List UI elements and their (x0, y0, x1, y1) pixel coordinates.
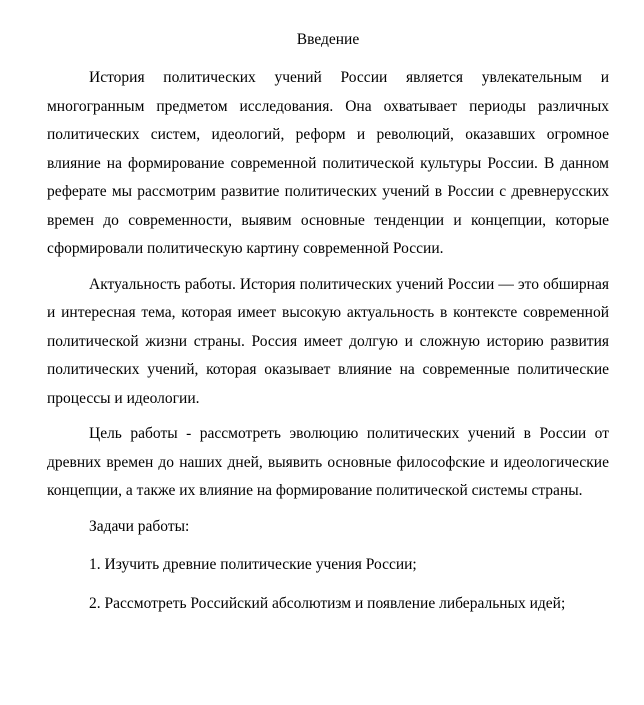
paragraph-introduction: История политических учений России является увлекательным и многогранным предметом исследования. Она охватывает периоды различных политических систем, идеологий, реформ и революций, оказавших огромное влияние на формирование современной политической культуры России. В данном реферате мы рассмотрим развитие политических учений в России с древнерусских времен до современности, выявим основные тенденции и концепции, которые сформировали политическую картину современной России. (47, 69, 609, 257)
paragraph-tasks-heading: Задачи работы: (89, 517, 190, 535)
paragraph-goal: Цель работы - рассмотреть эволюцию политических учений в России от древних времен до наших дней, выявить основные философские и идеологические концепции, а также их влияние на формирование политической системы страны. (47, 425, 609, 499)
paragraph-relevance: Актуальность работы. История политических учений России — это обширная и интересная тема, которая имеет высокую актуальность в контексте современной политической жизни страны. Россия имеет долгую и сложную историю развития политических учений, которая оказывает влияние на современные политические процессы и идеологии. (47, 275, 609, 407)
task-item-1: 1. Изучить древние политические учения России; (89, 556, 417, 573)
document-title: Введение (296, 31, 360, 48)
task-item-2: 2. Рассмотреть Российский абсолютизм и появление либеральных идей; (89, 594, 566, 612)
document-page (47, 28, 609, 628)
